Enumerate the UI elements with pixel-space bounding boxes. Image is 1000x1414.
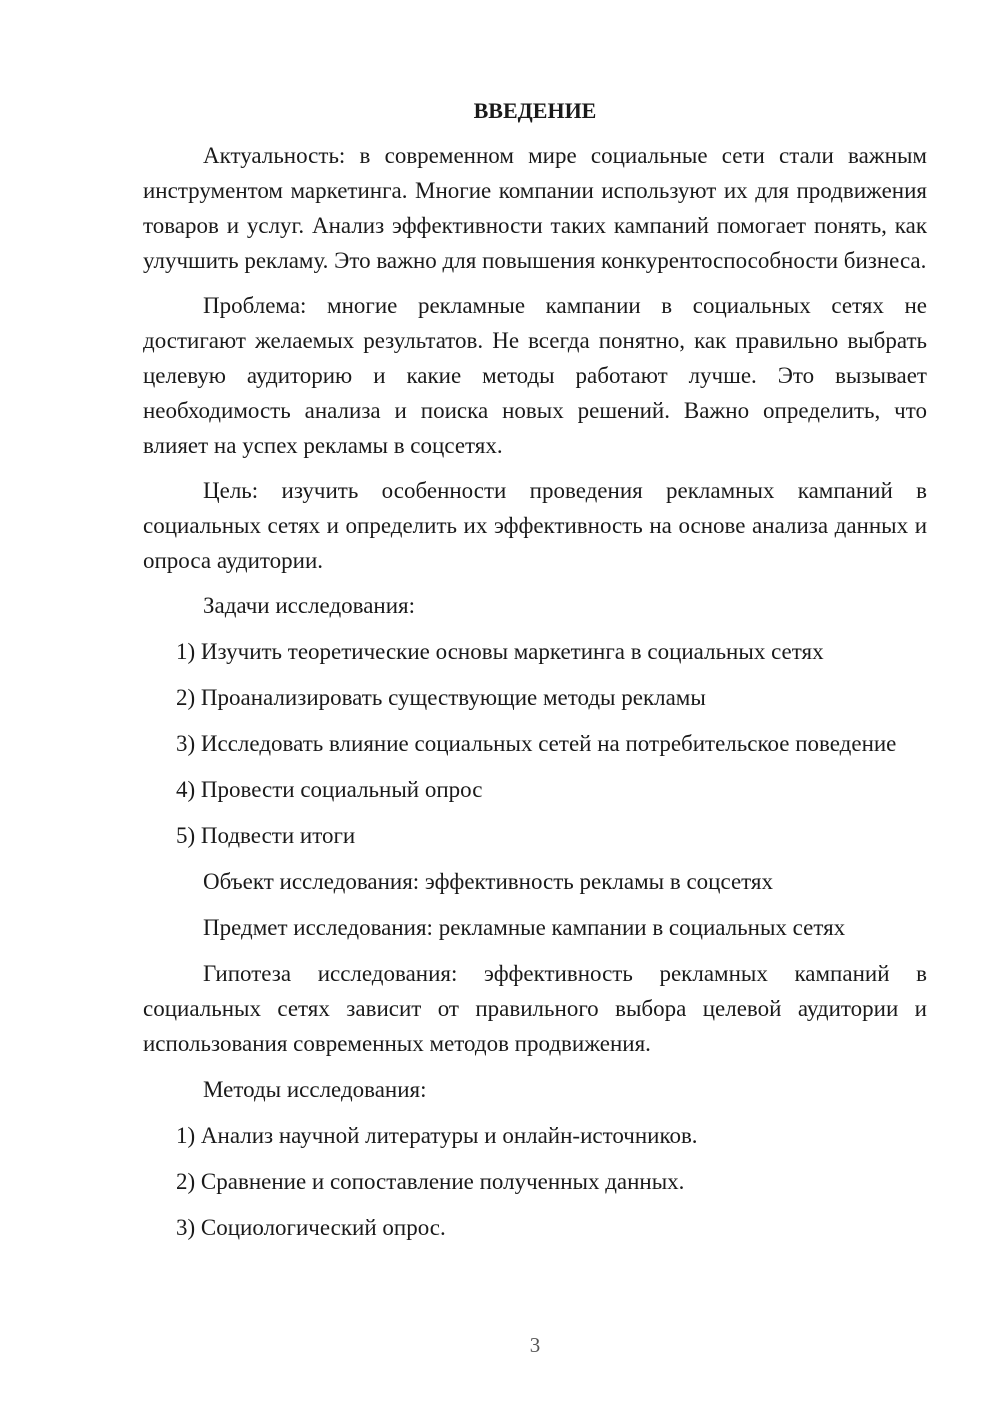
- task-item-3: 3) Исследовать влияние социальных сетей на потребительское поведение: [176, 731, 897, 756]
- task-item-1: 1) Изучить теоретические основы маркетинга в социальных сетях: [176, 639, 824, 664]
- document-body: [143, 96, 927, 1245]
- paragraph-problem: Проблема: многие рекламные кампании в социальных сетях не достигают желаемых результатов. Не всегда понятно, как правильно выбрать целевую аудиторию и какие методы работают лучше. Это вызывает необходимость анализа и поиска новых решений. Важно определить, что влияет на успех рекламы в соцсетях.: [143, 293, 927, 458]
- research-object: Объект исследования: эффективность рекламы в соцсетях: [203, 869, 773, 894]
- method-item-1: 1) Анализ научной литературы и онлайн-источников.: [176, 1123, 698, 1148]
- paragraph-relevance: Актуальность: в современном мире социальные сети стали важным инструментом маркетинга. Многие компании используют их для продвижения товаров и услуг. Анализ эффективности таких кампаний помогает понять, как улучшить рекламу. Это важно для повышения конкурентоспособности бизнеса.: [143, 143, 927, 273]
- section-title: ВВЕДЕНИЕ: [473, 98, 597, 123]
- paragraph-goal: Цель: изучить особенности проведения рекламных кампаний в социальных сетях и определить их эффективность на основе анализа данных и опроса аудитории.: [143, 478, 927, 573]
- task-item-5: 5) Подвести итоги: [176, 823, 356, 848]
- task-item-2: 2) Проанализировать существующие методы рекламы: [176, 685, 706, 710]
- tasks-heading: Задачи исследования:: [203, 593, 416, 618]
- methods-heading: Методы исследования:: [203, 1077, 427, 1102]
- page-number: 3: [529, 1333, 541, 1357]
- method-item-2: 2) Сравнение и сопоставление полученных данных.: [176, 1169, 685, 1194]
- method-item-3: 3) Социологический опрос.: [176, 1215, 446, 1240]
- task-item-4: 4) Провести социальный опрос: [176, 777, 483, 802]
- research-hypothesis: Гипотеза исследования: эффективность рекламных кампаний в социальных сетях зависит от правильного выбора целевой аудитории и использования современных методов продвижения.: [143, 961, 927, 1056]
- research-subject: Предмет исследования: рекламные кампании в социальных сетях: [203, 915, 846, 940]
